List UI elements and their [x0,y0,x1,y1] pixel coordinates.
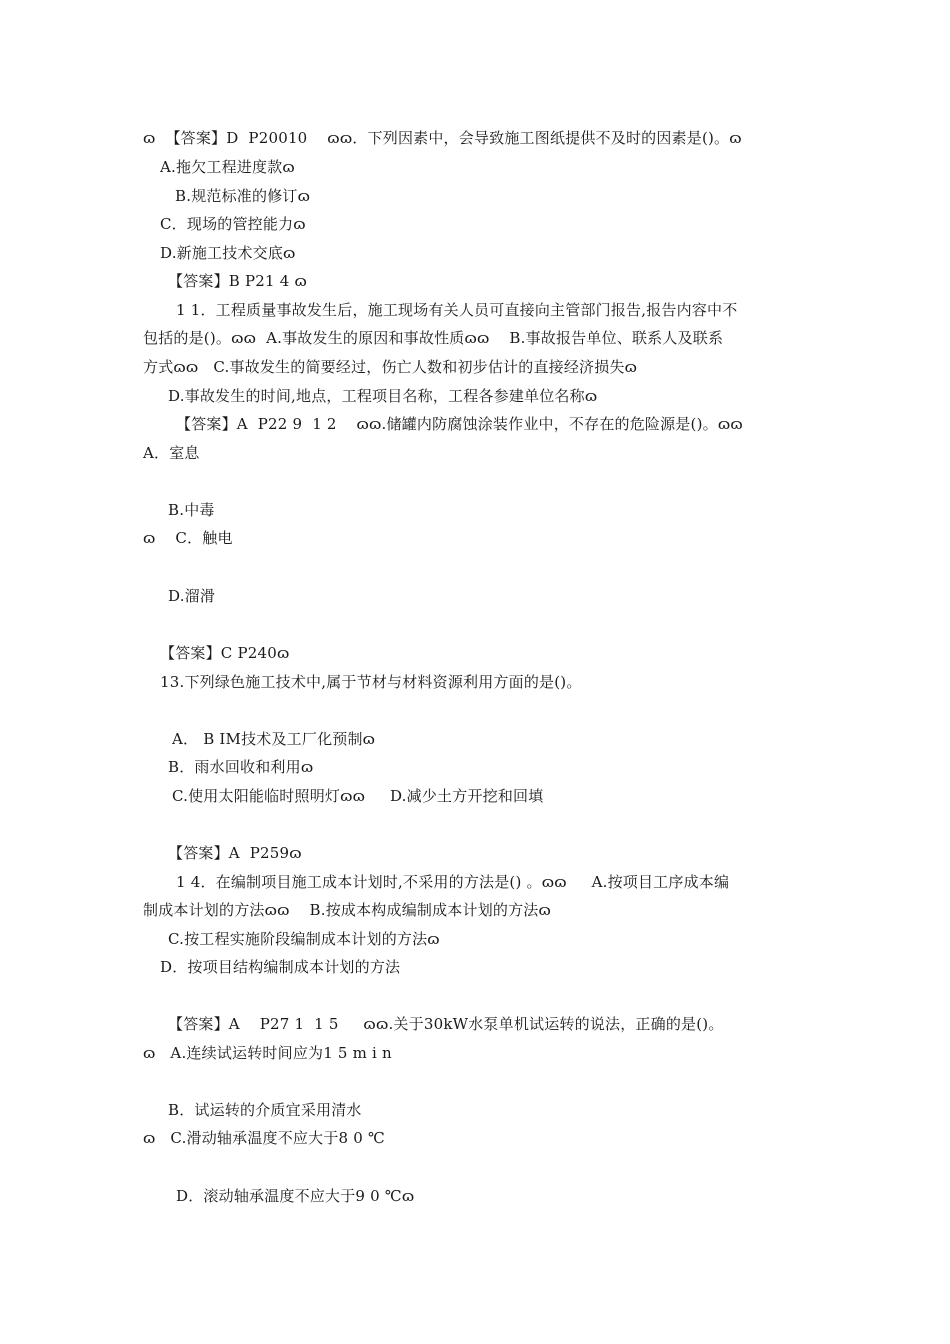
answer-line-15: 【答案】A P27 1 1 5 ɷɷ.关于30kW水泵单机试运转的说法，正确的是()。 [168,1015,724,1033]
answer-line-10: ɷ 【答案】D P20010 ɷɷ．下列因素中，会导致施工图纸提供不及时的因素是()。ɷ [143,129,742,147]
option-line: B.规范标准的修订ɷ [175,187,311,205]
question-11: 1 1．工程质量事故发生后，施工现场有关人员可直接向主管部门报告,报告内容中不 [176,301,738,319]
option-line: D．按项目结构编制成本计划的方法 [160,958,401,976]
answer-line: 【答案】C P240ɷ [160,644,290,662]
question-13: 13.下列绿色施工技术中,属于节材与材料资源利用方面的是()。 [160,673,582,691]
option-line: A．室息 [143,444,200,462]
option-line: C．现场的管控能力ɷ [160,215,306,233]
option-line: B.中毒 [168,501,215,519]
answer-line: 【答案】B P21 4 ɷ [168,272,307,290]
question-14-cont: 制成本计划的方法ɷɷ B.按成本构成编制成本计划的方法ɷ [143,901,552,919]
option-line: B．试运转的介质宜采用清水 [168,1101,362,1119]
option-line: ɷ C．触电 [143,529,233,547]
option-line: ɷ A.连续试运转时间应为1 5 m i n [143,1044,392,1062]
option-line: D.新施工技术交底ɷ [160,244,296,262]
question-14: 1 4．在编制项目施工成本计划时,不采用的方法是() 。ɷɷ A.按项目工序成本编 [176,873,730,891]
option-line: C.使用太阳能临时照明灯ɷɷ D.减少土方开挖和回填 [172,787,544,805]
option-line: D.溜滑 [168,587,216,605]
option-line: C.按工程实施阶段编制成本计划的方法ɷ [168,930,440,948]
answer-line-12: 【答案】A P22 9 1 2 ɷɷ.储罐内防腐蚀涂装作业中，不存在的危险源是()。ɷɷ [176,415,743,433]
question-11-cont: 包括的是()。ɷɷ A.事故发生的原因和事故性质ɷɷ B.事故报告单位、联系人及联系 [143,329,724,347]
option-line: ɷ C.滑动轴承温度不应大于8 0 ℃ [143,1129,385,1147]
answer-line: 【答案】A P259ɷ [168,844,302,862]
option-line: A.拖欠工程进度款ɷ [160,158,295,176]
question-11-cont: 方式ɷɷ C.事故发生的简要经过，伤亡人数和初步估计的直接经济损失ɷ [143,358,638,376]
option-line: D.事故发生的时间,地点，工程项目名称，工程各参建单位名称ɷ [168,387,598,405]
option-line: D．滚动轴承温度不应大于9 0 ℃ɷ [176,1187,415,1205]
option-line: B．雨水回收和利用ɷ [168,758,314,776]
option-line: A． B IM技术及工厂化预制ɷ [172,730,376,748]
